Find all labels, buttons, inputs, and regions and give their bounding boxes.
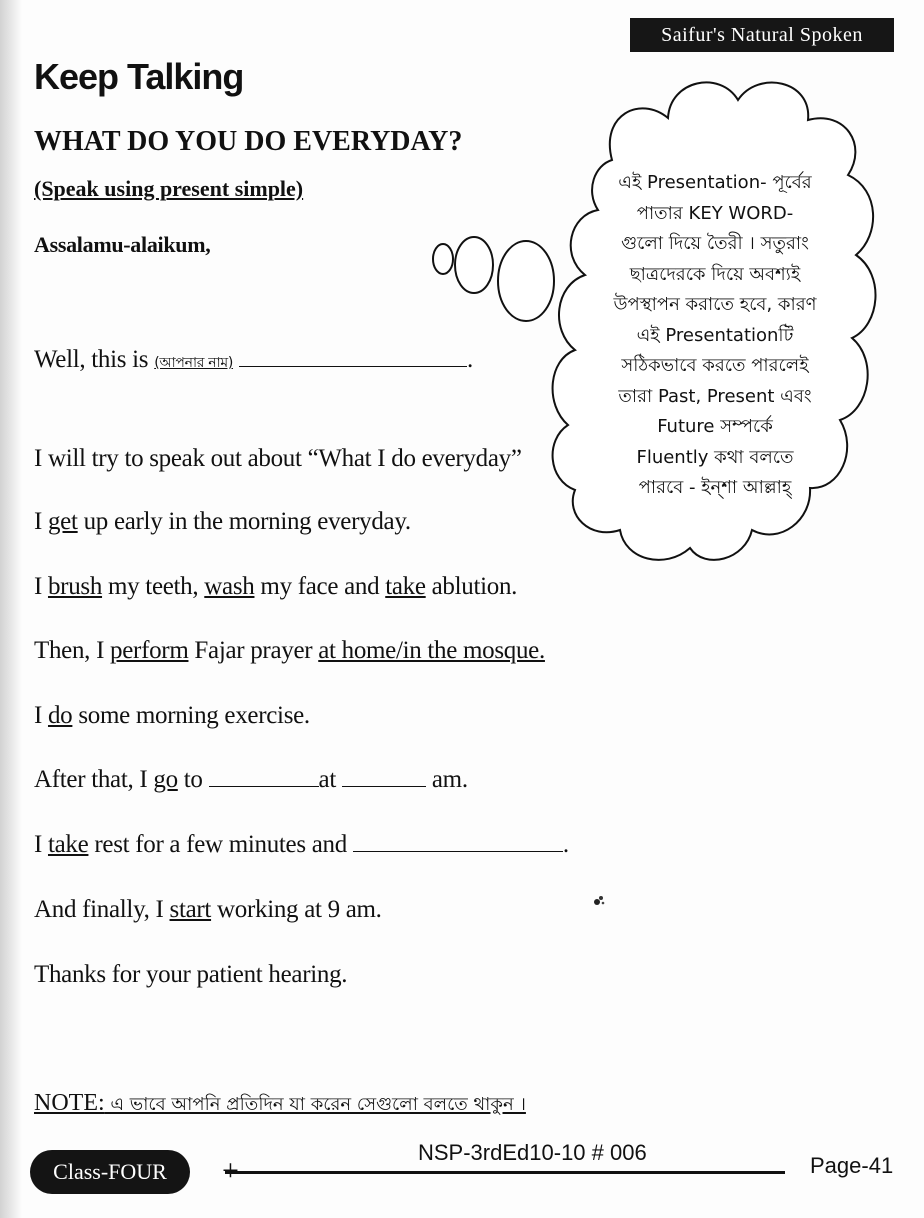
thought-cloud-text bbox=[580, 168, 850, 504]
text-fragment: up early in the morning everyday. bbox=[77, 508, 411, 535]
class-badge: Class-FOUR bbox=[30, 1150, 190, 1194]
thought-bubble-small bbox=[433, 244, 453, 274]
page-number: Page-41 bbox=[810, 1153, 894, 1178]
text-fragment: I bbox=[34, 508, 48, 535]
greeting-line: Assalamu-alaikum, bbox=[34, 232, 211, 257]
topic-line: I will try to speak out about “What I do everyday” bbox=[34, 445, 522, 472]
thought-bubble-medium bbox=[455, 237, 493, 293]
cloud-line: এই Presentation- পূর্বের bbox=[618, 172, 812, 193]
intro-suffix: . bbox=[466, 346, 473, 373]
text-fragment: I bbox=[34, 573, 48, 600]
text-fragment: am. bbox=[425, 766, 468, 793]
intro-prefix: Well, this is bbox=[34, 346, 149, 373]
note-line bbox=[34, 1090, 526, 1121]
verb-do: do bbox=[47, 702, 73, 729]
instruction-text: (Speak using present simple) bbox=[34, 176, 304, 201]
text-fragment: to bbox=[177, 766, 209, 793]
verb-wash: wash bbox=[204, 573, 255, 600]
text-fragment: at bbox=[318, 766, 342, 793]
text-fragment: I bbox=[34, 702, 48, 729]
cloud-line: ছাত্রদেরকে দিয়ে অবশ্যই bbox=[629, 263, 801, 285]
text-fragment: my teeth, bbox=[102, 573, 205, 600]
verb-perform: perform bbox=[110, 637, 189, 664]
text-fragment: After that, I bbox=[34, 766, 154, 793]
verb-brush: brush bbox=[47, 573, 103, 600]
footer-rule bbox=[225, 1171, 785, 1174]
cloud-line: এই Presentationটি bbox=[636, 324, 794, 346]
text-fragment: some morning exercise. bbox=[72, 702, 310, 729]
cloud-line: সঠিকভাবে করতে পারলেই bbox=[621, 355, 809, 376]
cloud-line: গুলো দিয়ে তৈরী । সতুরাং bbox=[621, 233, 809, 254]
text-fragment: Then, I bbox=[34, 637, 111, 664]
text-fragment: I bbox=[34, 831, 48, 858]
cloud-line: উপস্থাপন করাতে হবে, কারণ bbox=[613, 294, 817, 315]
text-fragment: my face and bbox=[254, 573, 386, 600]
section-heading: WHAT DO YOU DO EVERYDAY? bbox=[34, 126, 463, 157]
note-text: এ ভাবে আপনি প্রতিদিন যা করেন সেগুলো বলতে থাকুন । bbox=[104, 1094, 526, 1115]
text-fragment: working at 9 am. bbox=[211, 896, 382, 923]
cloud-line: Future সম্পর্কে bbox=[657, 416, 773, 437]
cloud-line: পাতার KEY WORD- bbox=[636, 202, 794, 224]
verb-take: take bbox=[385, 573, 426, 600]
verb-take: take bbox=[47, 831, 89, 858]
series-badge: Saifur's Natural Spoken bbox=[630, 18, 894, 52]
verb-start: start bbox=[169, 896, 212, 923]
thanks-line: Thanks for your patient hearing. bbox=[34, 961, 348, 988]
verb-get: get bbox=[47, 508, 78, 535]
page-title: Keep Talking bbox=[34, 56, 244, 97]
note-label: NOTE: bbox=[34, 1090, 105, 1116]
prayer-place: at home/in the mosque. bbox=[318, 637, 545, 664]
thought-bubble-large bbox=[498, 241, 554, 321]
text-fragment: ablution. bbox=[425, 573, 518, 600]
text-fragment: And finally, I bbox=[34, 896, 170, 923]
cloud-line: Fluently কথা বলতে bbox=[636, 446, 794, 468]
cloud-line: তারা Past, Present এবং bbox=[618, 385, 812, 407]
cloud-line: পারবে - ইন্‌শা আল্লাহ্‌ bbox=[638, 477, 792, 498]
edition-code: NSP-3rdEd10-10 # 006 bbox=[418, 1140, 647, 1165]
verb-go: go bbox=[153, 766, 178, 793]
text-fragment: . bbox=[562, 831, 569, 858]
text-fragment: rest for a few minutes and bbox=[88, 831, 353, 858]
footer-rule-mark: + bbox=[222, 1154, 239, 1187]
ink-blot bbox=[592, 893, 606, 907]
text-fragment: Fajar prayer bbox=[188, 637, 319, 664]
name-hint: (আপনার নাম) bbox=[154, 355, 234, 371]
